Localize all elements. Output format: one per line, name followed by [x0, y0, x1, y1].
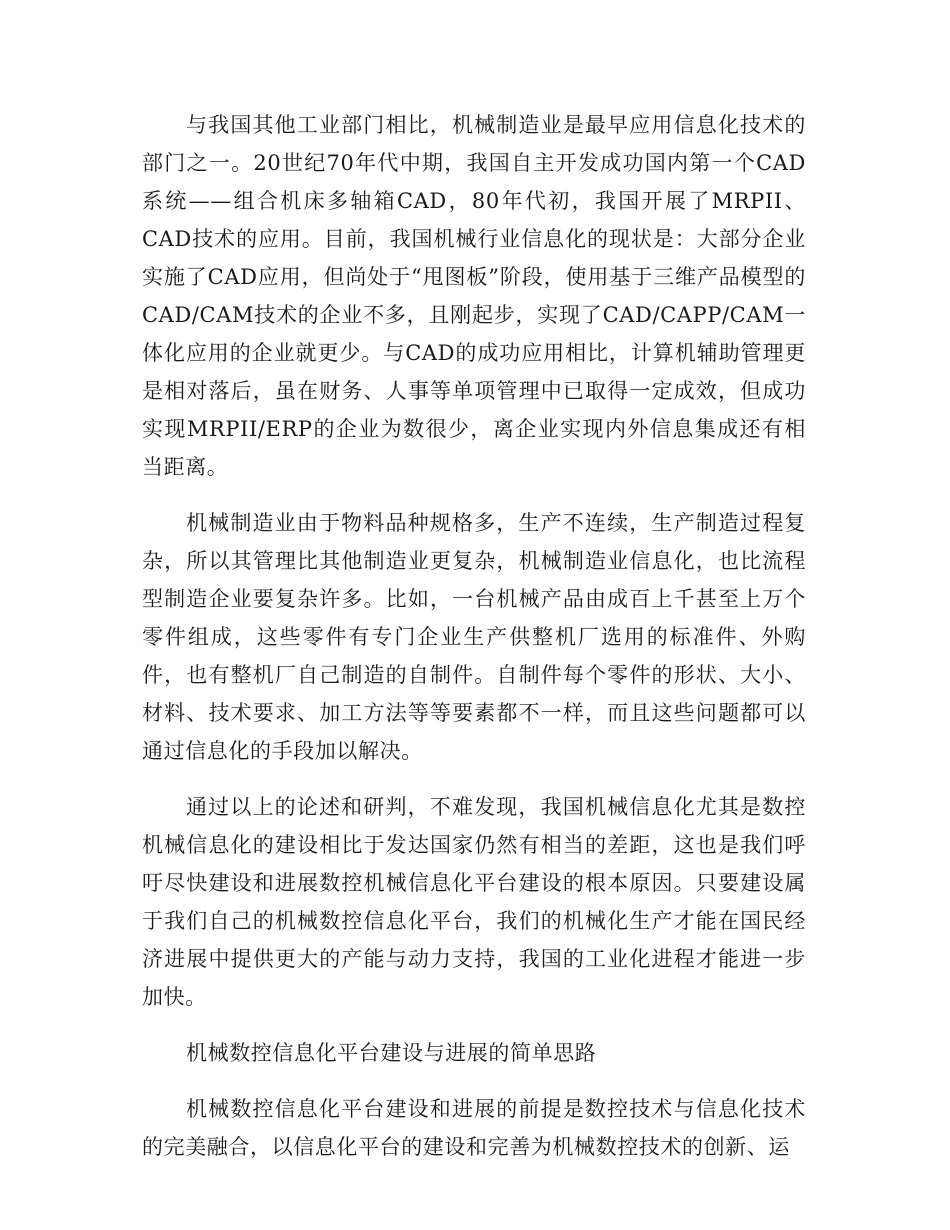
paragraph-1: 与我国其他工业部门相比，机械制造业是最早应用信息化技术的部门之一。20世纪70年代中期，我国自主开发成功国内第一个CAD系统——组合机床多轴箱CAD，80年代初，我国开展了MRPII、CAD技术的应用。目前，我国机械行业信息化的现状是：大部分企业实施了CAD应用，但尚处于“甩图板”阶段，使用基于三维产品模型的CAD/CAM技术的企业不多，且刚起步，实现了CAD/CAPP/CAM一体化应用的企业就更少。与CAD的成功应用相比，计算机辅助管理更是相对落后，虽在财务、人事等单项管理中已取得一定成效，但成功实现MRPII/ERP的企业为数很少，离企业实现内外信息集成还有相当距离。 [142, 113, 806, 479]
document-body [142, 106, 806, 1166]
paragraph-2: 机械制造业由于物料品种规格多，生产不连续，生产制造过程复杂，所以其管理比其他制造业更复杂，机械制造业信息化，也比流程型制造企业要复杂许多。比如，一台机械产品由成百上千甚至上万个零件组成，这些零件有专门企业生产供整机厂选用的标准件、外购件，也有整机厂自己制造的自制件。自制件每个零件的形状、大小、材料、技术要求、加工方法等等要素都不一样，而且这些问题都可以通过信息化的手段加以解决。 [142, 511, 806, 763]
paragraph-3: 通过以上的论述和研判，不难发现，我国机械信息化尤其是数控机械信息化的建设相比于发达国家仍然有相当的差距，这也是我们呼吁尽快建设和进展数控机械信息化平台建设的根本原因。只要建设属于我们自己的机械数控信息化平台，我们的机械化生产才能在国民经济进展中提供更大的产能与动力支持，我国的工业化进程才能进一步加快。 [142, 795, 806, 1009]
section-heading: 机械数控信息化平台建设与进展的简单思路 [186, 1041, 597, 1065]
paragraph-4: 机械数控信息化平台建设和进展的前提是数控技术与信息化技术的完美融合，以信息化平台的建设和完善为机械数控技术的创新、运 [142, 1097, 806, 1159]
